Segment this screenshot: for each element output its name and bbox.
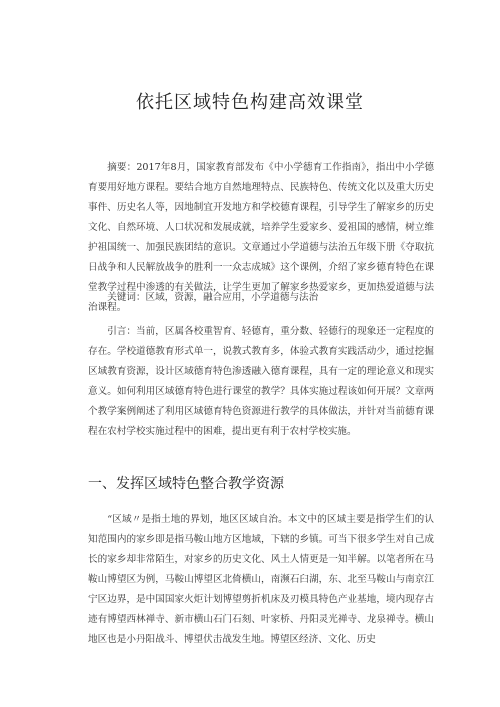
abstract-paragraph: 摘要：2017年8月，国家教育部发布《中小学德育工作指南》，指出中小学德育要用好地方课程。要结合地方自然地理特点、民族特色、传统文化以及重大历史事件、历史名人等，因地制宜开发地方和学校德育课程，引导学生了解家乡的历史文化、自然环境、人口状况和发展成就，培养学生爱家乡、爱祖国的感情，树立维护祖国统一、加强民族团结的意识。文章通过小学道德与法治五年级下册《夺取抗日战争和人民解放战争的胜利一一众志成城》这个课例，介绍了家乡德育特色在课堂教学过程中渗透的有关做法，让学生更加了解家乡热爱家乡，更加热爱道德与法治课程。 — [88, 162, 434, 313]
introduction-paragraph: 引言：当前，区属各校重智育、轻德育，重分数、轻德行的现象还一定程度的存在。学校道德教育形式单一，说教式教育多，体验式教育实践活动少，通过挖掘区域教育资源，设计区域德育特色渗透融入德育课程，具有一定的理论意义和现实意义。如何利用区域德育特色进行课堂的教学？具体实施过程该如何开展？文章两个教学案例阐述了利用区域德育特色资源进行教学的具体做法，并针对当前德育课程在农村学校实施过程中的困难，提出更有利于农村学校实施。 — [88, 326, 434, 437]
section-body-paragraph: “区域〃是指土地的界划，地区区域自治。本文中的区域主要是指学生们的认知范围内的家乡即是指马鞍山地方区地域，下辖的乡镇。可当下很多学生对自己成长的家乡却非常陌生，对家乡的历史文化、风土人情更是一知半解。以笔者所在马鞍山博望区为例，马鞍山博望区北倚横山，南濒石臼湖，东、北至马鞍山与南京江宁区边界，是中国国家火炬计划博望剪折机床及刃模具特色产业基地，境内现存古迹有博望西林禅寺、新市横山石门石刻、叶家桥、丹阳灵光禅寺、龙泉禅寺。横山地区也是小丹阳战斗、博望伏击战发生地。博望区经济、文化、历史 — [88, 514, 434, 645]
document-title: 依托区域特色构建高效课堂 — [136, 92, 364, 113]
section-heading: 一、发挥区域特色整合教学资源 — [88, 476, 284, 492]
keywords-paragraph: 关键词：区域，资源，融合应用，小学道德与法治 — [107, 292, 319, 303]
